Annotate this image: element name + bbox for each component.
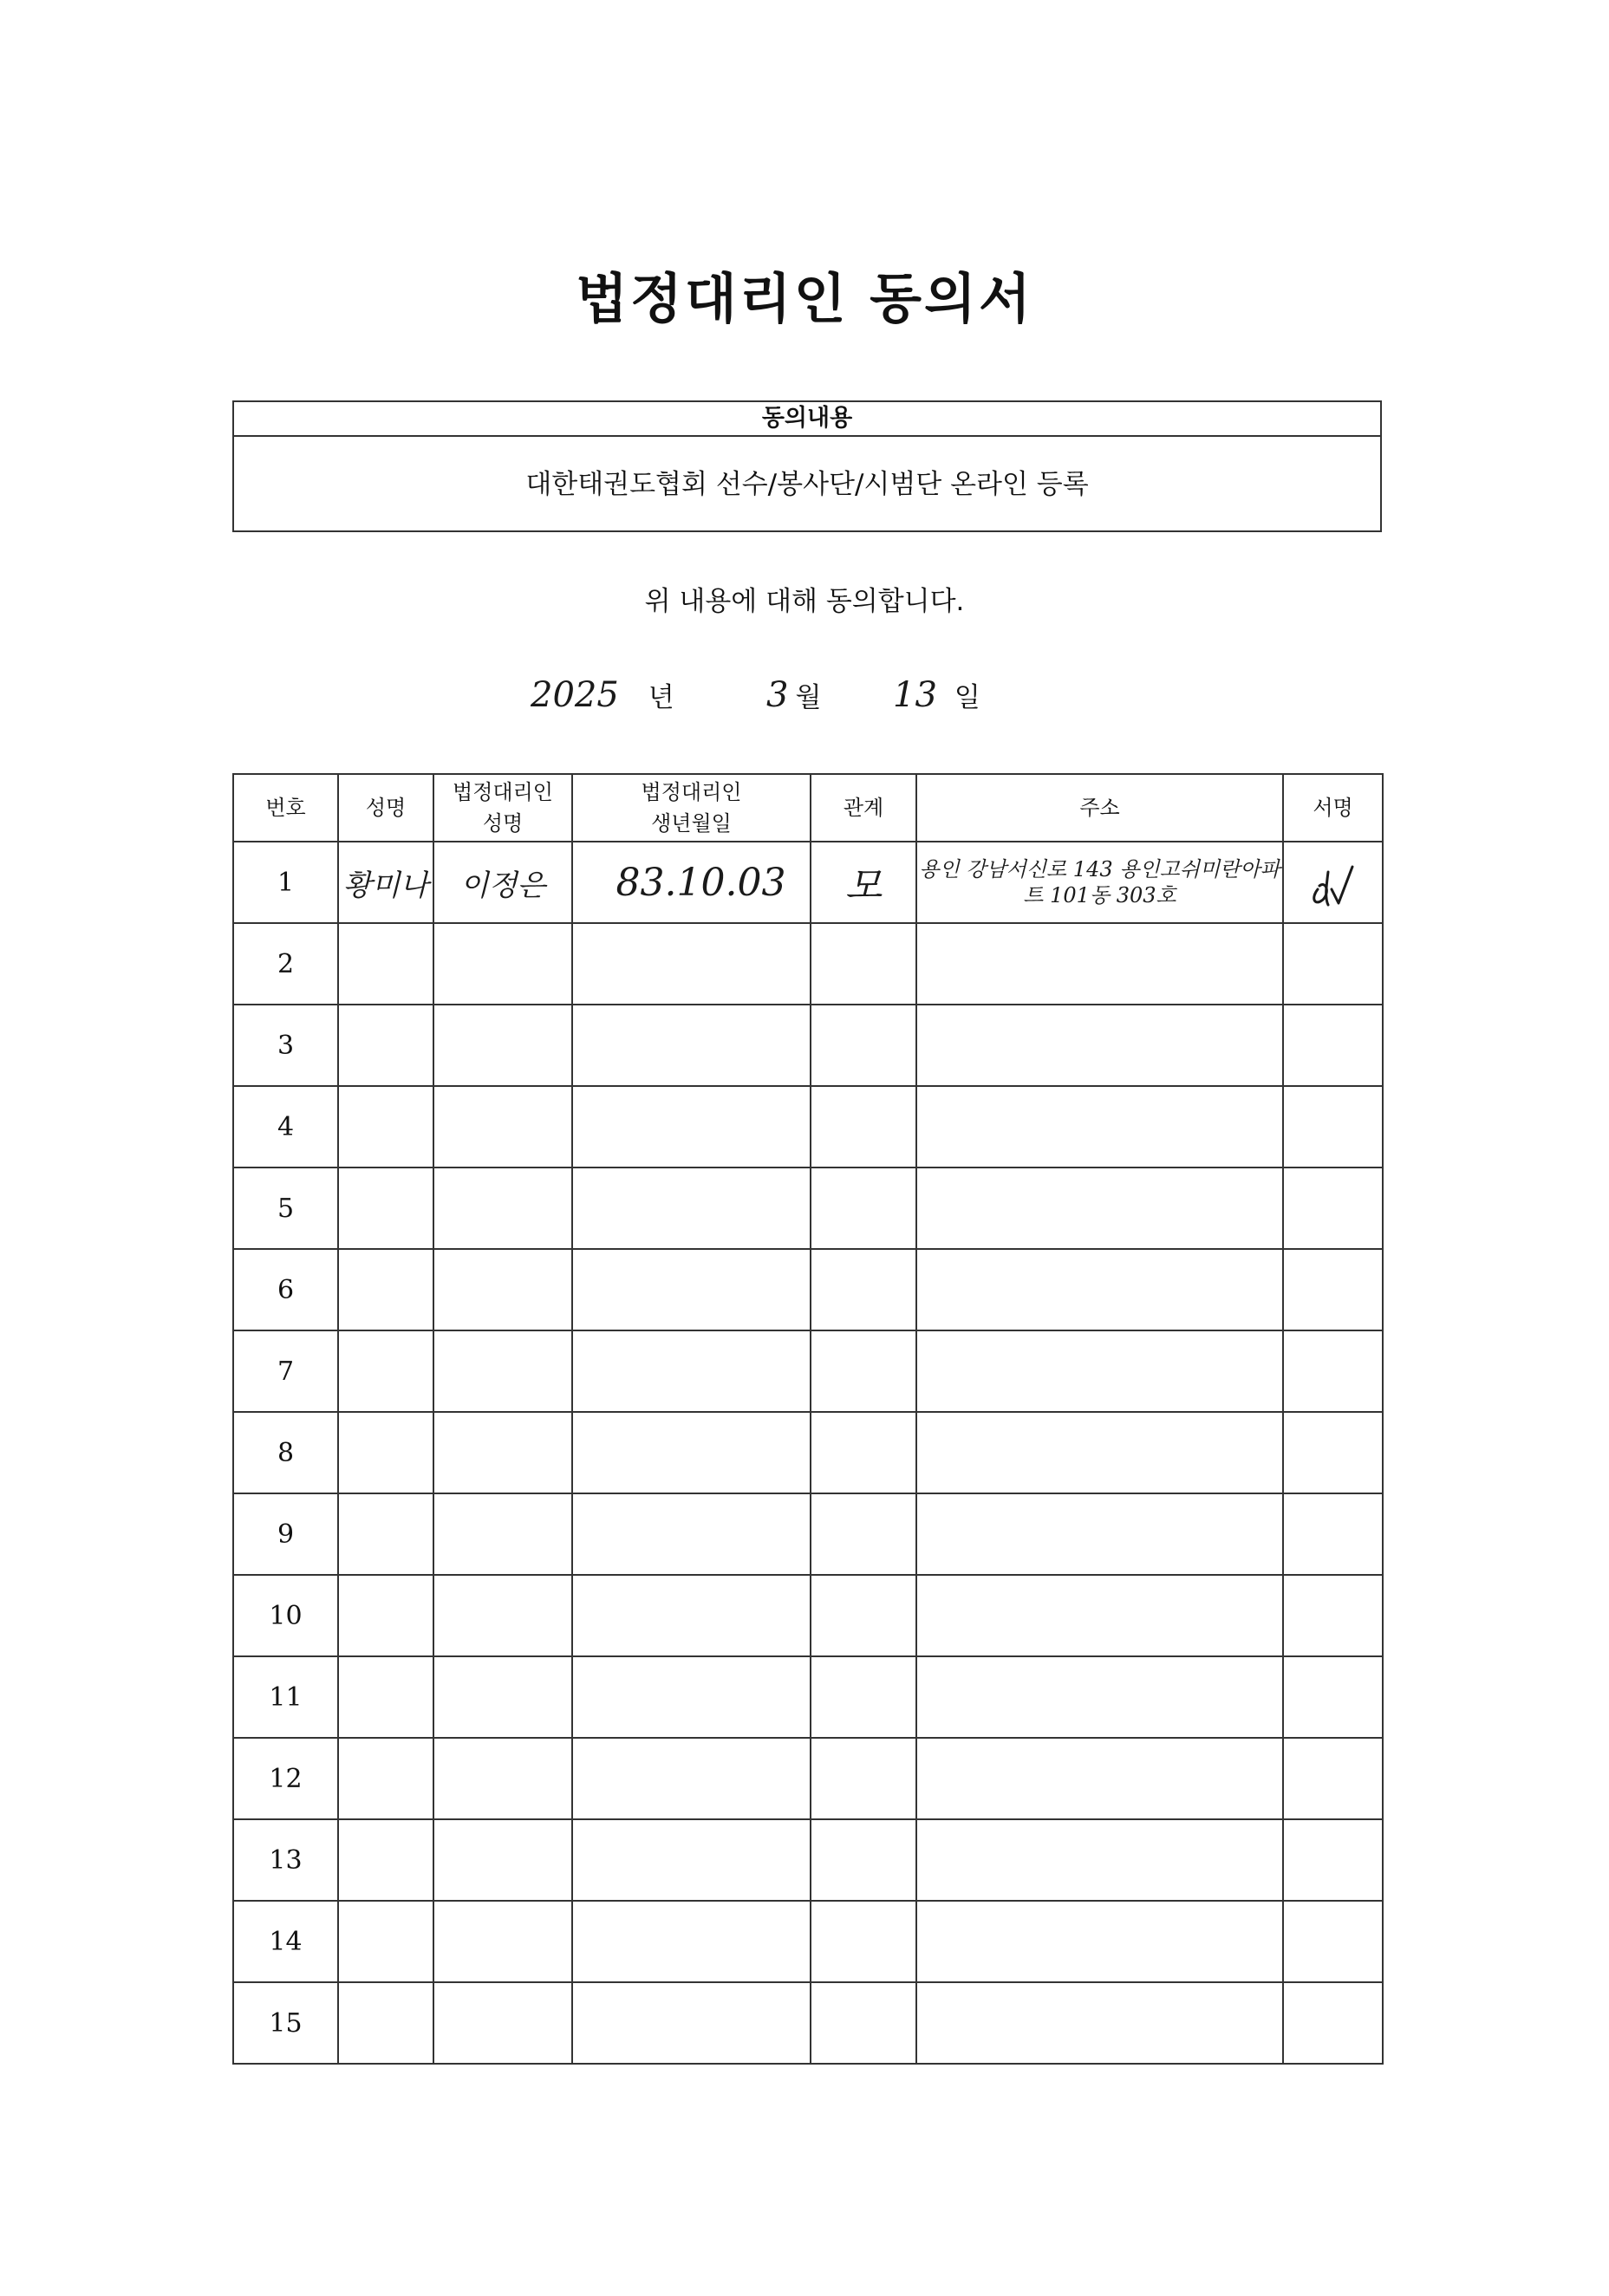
- table-row: [233, 1086, 1383, 1168]
- row-relation: 모: [811, 842, 916, 923]
- row-rep-birth: [572, 1656, 811, 1738]
- row-name: [338, 923, 433, 1005]
- table-row: [233, 1412, 1383, 1493]
- row-number: 9: [233, 1493, 338, 1575]
- row-relation: [811, 1819, 916, 1901]
- handwritten-signature-icon: [1306, 855, 1361, 910]
- table-row: [233, 1901, 1383, 1982]
- row-rep-name: 이정은: [433, 842, 572, 923]
- row-address: [916, 1738, 1283, 1819]
- row-signature: [1283, 1168, 1383, 1249]
- row-rep-birth: [572, 1168, 811, 1249]
- row-number: 1: [233, 842, 338, 923]
- row-name: 황미나: [338, 842, 433, 923]
- row-number: 2: [233, 923, 338, 1005]
- row-name: [338, 1086, 433, 1168]
- header-address: 주소: [916, 774, 1283, 842]
- row-address: [916, 1493, 1283, 1575]
- row-address: [916, 1819, 1283, 1901]
- row-name: [338, 1493, 433, 1575]
- consent-box: [232, 400, 1382, 532]
- header-rep-birth: 법정대리인 생년월일: [572, 774, 811, 842]
- row-rep-name: [433, 1249, 572, 1330]
- row-rep-name: [433, 923, 572, 1005]
- row-rep-birth: [572, 923, 811, 1005]
- row-rep-birth: [572, 1982, 811, 2064]
- row-number: 14: [233, 1901, 338, 1982]
- date-year-unit: 년: [648, 682, 674, 713]
- row-relation: [811, 1412, 916, 1493]
- table-row: [233, 923, 1383, 1005]
- row-address: [916, 923, 1283, 1005]
- row-name: [338, 1249, 433, 1330]
- row-name: [338, 1901, 433, 1982]
- row-rep-name: [433, 1575, 572, 1656]
- row-rep-name: [433, 1819, 572, 1901]
- row-number: 13: [233, 1819, 338, 1901]
- row-signature: [1283, 1005, 1383, 1086]
- row-relation: [811, 1330, 916, 1412]
- page-title: 법정대리인 동의서: [576, 267, 1033, 330]
- row-address: [916, 1005, 1283, 1086]
- row-signature: [1283, 1819, 1383, 1901]
- row-rep-birth: [572, 1738, 811, 1819]
- row-rep-name: [433, 1086, 572, 1168]
- date-day-group: [893, 669, 980, 721]
- row-rep-name: [433, 1168, 572, 1249]
- row-name: [338, 1982, 433, 2064]
- row-signature: [1283, 1249, 1383, 1330]
- row-rep-birth: [572, 1249, 811, 1330]
- row-relation: [811, 1249, 916, 1330]
- date-month: 3: [766, 675, 789, 715]
- row-rep-birth: [572, 1086, 811, 1168]
- row-number: 8: [233, 1412, 338, 1493]
- agreement-text: 위 내용에 대해 동의합니다.: [644, 586, 965, 617]
- row-rep-name: [433, 1005, 572, 1086]
- row-name: [338, 1005, 433, 1086]
- table-row: [233, 1249, 1383, 1330]
- row-relation: [811, 1168, 916, 1249]
- date-year: 2025: [531, 675, 619, 715]
- row-number: 11: [233, 1656, 338, 1738]
- row-rep-birth: [572, 1005, 811, 1086]
- header-name: 성명: [338, 774, 433, 842]
- row-relation: [811, 1086, 916, 1168]
- row-relation: [811, 1005, 916, 1086]
- row-address: [916, 1249, 1283, 1330]
- roster-table: [232, 773, 1384, 2065]
- row-rep-birth: [572, 1412, 811, 1493]
- row-relation: [811, 1575, 916, 1656]
- row-address: [916, 1575, 1283, 1656]
- row-rep-birth: [572, 1330, 811, 1412]
- row-signature: [1283, 1901, 1383, 1982]
- row-signature: [1283, 842, 1383, 923]
- row-relation: [811, 923, 916, 1005]
- row-number: 3: [233, 1005, 338, 1086]
- row-address: [916, 1412, 1283, 1493]
- row-rep-name: [433, 1738, 572, 1819]
- row-number: 7: [233, 1330, 338, 1412]
- row-address: [916, 1168, 1283, 1249]
- row-name: [338, 1575, 433, 1656]
- row-signature: [1283, 1330, 1383, 1412]
- row-signature: [1283, 1738, 1383, 1819]
- table-header-row: [233, 774, 1383, 842]
- row-rep-name: [433, 1412, 572, 1493]
- row-rep-birth: 83.10.03: [572, 842, 811, 923]
- date-day-unit: 일: [954, 682, 980, 713]
- row-number: 10: [233, 1575, 338, 1656]
- date-day: 13: [893, 675, 937, 715]
- table-row: [233, 1330, 1383, 1412]
- table-row: [233, 1982, 1383, 2064]
- row-number: 12: [233, 1738, 338, 1819]
- row-name: [338, 1412, 433, 1493]
- row-rep-name: [433, 1982, 572, 2064]
- consent-header: 동의내용: [234, 402, 1380, 437]
- row-signature: [1283, 1575, 1383, 1656]
- row-name: [338, 1738, 433, 1819]
- row-number: 5: [233, 1168, 338, 1249]
- row-rep-name: [433, 1901, 572, 1982]
- row-signature: [1283, 1656, 1383, 1738]
- date-month-group: [766, 669, 821, 721]
- table-row: [233, 1656, 1383, 1738]
- row-signature: [1283, 1086, 1383, 1168]
- row-number: 6: [233, 1249, 338, 1330]
- row-rep-birth: [572, 1493, 811, 1575]
- table-row: [233, 842, 1383, 923]
- row-name: [338, 1656, 433, 1738]
- date-month-unit: 월: [795, 682, 822, 713]
- table-row: [233, 1819, 1383, 1901]
- row-signature: [1283, 1412, 1383, 1493]
- row-name: [338, 1819, 433, 1901]
- row-signature: [1283, 1982, 1383, 2064]
- row-address: [916, 1982, 1283, 2064]
- row-relation: [811, 1982, 916, 2064]
- row-relation: [811, 1901, 916, 1982]
- row-address: [916, 1901, 1283, 1982]
- row-name: [338, 1330, 433, 1412]
- header-rep-name: 법정대리인 성명: [433, 774, 572, 842]
- table-row: [233, 1738, 1383, 1819]
- row-signature: [1283, 923, 1383, 1005]
- row-name: [338, 1168, 433, 1249]
- row-relation: [811, 1656, 916, 1738]
- date-year-group: [531, 669, 674, 721]
- row-address: [916, 1656, 1283, 1738]
- row-number: 4: [233, 1086, 338, 1168]
- table-row: [233, 1575, 1383, 1656]
- row-signature: [1283, 1493, 1383, 1575]
- row-address: [916, 1330, 1283, 1412]
- row-rep-name: [433, 1493, 572, 1575]
- row-rep-name: [433, 1330, 572, 1412]
- row-relation: [811, 1738, 916, 1819]
- row-rep-birth: [572, 1575, 811, 1656]
- row-rep-birth: [572, 1901, 811, 1982]
- row-address: 용인 강남서신로 143 용인고쉬미란아파트 101동 303호: [916, 842, 1283, 923]
- row-rep-birth: [572, 1819, 811, 1901]
- row-number: 15: [233, 1982, 338, 2064]
- header-no: 번호: [233, 774, 338, 842]
- header-relation: 관계: [811, 774, 916, 842]
- consent-body: 대한태권도협회 선수/봉사단/시범단 온라인 등록: [525, 469, 1089, 500]
- row-rep-name: [433, 1656, 572, 1738]
- row-address: [916, 1086, 1283, 1168]
- row-relation: [811, 1493, 916, 1575]
- header-signature: 서명: [1283, 774, 1383, 842]
- table-row: [233, 1005, 1383, 1086]
- table-row: [233, 1168, 1383, 1249]
- table-row: [233, 1493, 1383, 1575]
